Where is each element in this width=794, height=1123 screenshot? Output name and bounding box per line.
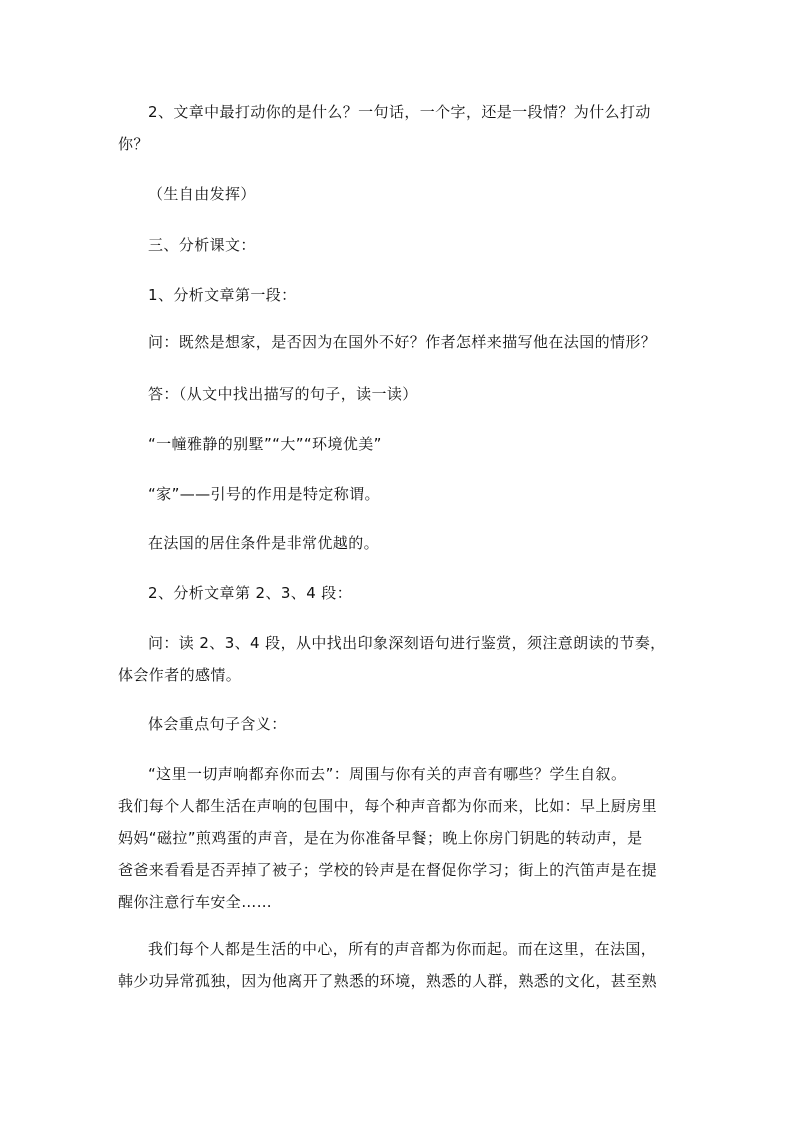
paragraph-line: “这里一切声响都弃你而去”：周围与你有关的声音有哪些？学生自叙。 <box>148 765 627 783</box>
paragraph-line: 妈妈“磁拉”煎鸡蛋的声音，是在为你准备早餐；晚上你房门钥匙的转动声，是 <box>118 829 643 847</box>
question-line: 问：读 2、3、4 段，从中找出印象深刻语句进行鉴赏，须注意朗读的节奏， <box>148 634 666 652</box>
paragraph-line: 体会重点句子含义： <box>148 715 287 733</box>
paragraph-line: 我们每个人都生活在声响的包围中，每个种声音都为你而来，比如：早上厨房里 <box>118 797 658 815</box>
paragraph-line: 体会作者的感情。 <box>118 666 242 684</box>
paragraph-line: 韩少功异常孤独，因为他离开了熟悉的环境，熟悉的人群，熟悉的文化，甚至熟 <box>118 972 658 990</box>
section-heading: 三、分析课文： <box>148 236 256 254</box>
paragraph-line: 2、文章中最打动你的是什么？一句话，一个字，还是一段情？为什么打动 <box>148 103 651 121</box>
paragraph-line: “家”——引号的作用是特定称谓。 <box>148 485 380 503</box>
paragraph-line: 你？ <box>118 135 149 153</box>
paragraph-line: （生自由发挥） <box>148 185 256 203</box>
paragraph-line: 我们每个人都是生活的中心，所有的声音都为你而起。而在这里，在法国， <box>148 940 657 958</box>
subsection-heading: 2、分析文章第 2、3、4 段： <box>148 584 353 602</box>
paragraph-line: “一幢雅静的别墅”“大”“环境优美” <box>148 435 382 453</box>
paragraph-line: 在法国的居住条件是非常优越的。 <box>148 534 380 552</box>
subsection-heading: 1、分析文章第一段： <box>148 286 297 304</box>
paragraph-line: 醒你注意行车安全…… <box>118 893 273 911</box>
paragraph-line: 爸爸来看看是否弄掉了被子；学校的铃声是在督促你学习；街上的汽笛声是在提 <box>118 861 658 879</box>
answer-line: 答：（从文中找出描写的句子，读一读） <box>148 385 418 403</box>
question-line: 问：既然是想家，是否因为在国外不好？作者怎样来描写他在法国的情形？ <box>148 333 657 351</box>
